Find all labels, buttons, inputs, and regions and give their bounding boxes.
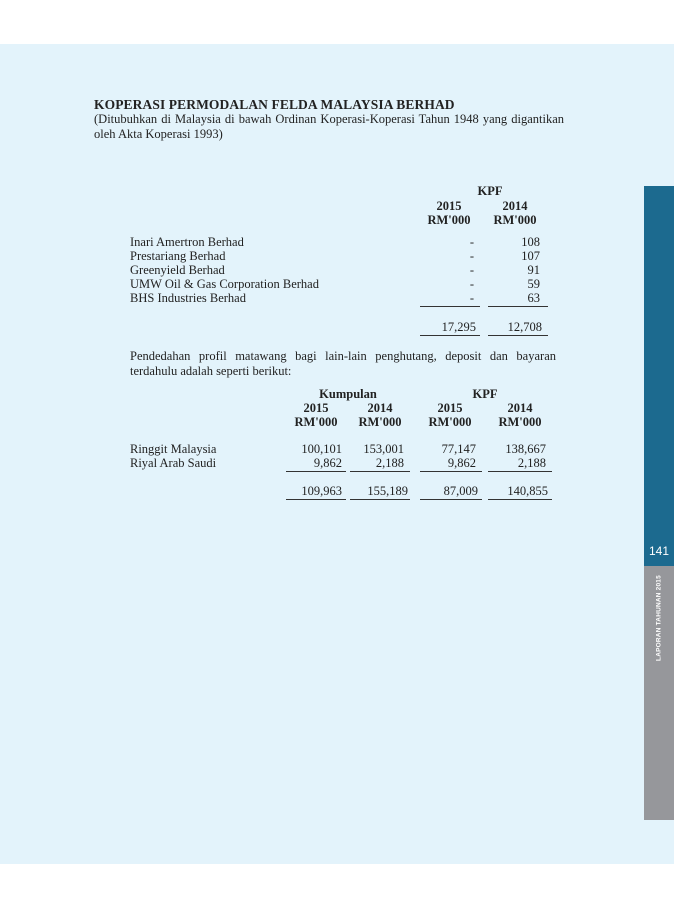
table2-total-rule xyxy=(350,499,410,500)
table2-total-rule xyxy=(286,499,346,500)
sidebar-tab-blue xyxy=(644,186,674,566)
table2-row-label: Ringgit Malaysia xyxy=(130,442,217,456)
table1-total-rule xyxy=(420,335,480,336)
table2-row-label: Riyal Arab Saudi xyxy=(130,456,217,470)
table1-row-2014: 63 xyxy=(527,291,540,305)
table1-row-2015: - xyxy=(469,235,474,249)
table2-subtotal-rule xyxy=(488,471,552,472)
table1-year-2014: 2014 xyxy=(502,199,528,213)
table1-year-2015: 2015 xyxy=(436,199,462,213)
table2-cell: 9,862 xyxy=(313,456,342,470)
table2-total: 140,855 xyxy=(507,484,548,498)
table1-row-2015: - xyxy=(469,263,474,277)
table1-total-rule xyxy=(488,335,548,336)
table2-cell: 2,188 xyxy=(517,456,546,470)
table2-currency: RM'000 xyxy=(294,415,338,429)
table1-currency-2015: RM'000 xyxy=(427,213,471,227)
table2-group-header-kumpulan: Kumpulan xyxy=(319,387,377,401)
annual-report-label: LAPORAN TAHUNAN 2015 xyxy=(655,575,663,661)
table1-row-2014: 91 xyxy=(527,263,540,277)
table2-year: 2015 xyxy=(303,401,329,415)
table1-row-label: Inari Amertron Berhad xyxy=(130,235,244,249)
table2-total-rule xyxy=(420,499,482,500)
table2-year: 2015 xyxy=(437,401,463,415)
page-subtitle: (Ditubuhkan di Malaysia di bawah Ordinan Koperasi-Koperasi Tahun 1948 yang digantikan oleh Akta Koperasi 1993) xyxy=(94,112,564,141)
table1-row-2014: 59 xyxy=(527,277,540,291)
table2-cell: 138,667 xyxy=(505,442,546,456)
table2-cell: 100,101 xyxy=(301,442,342,456)
table2-year: 2014 xyxy=(507,401,533,415)
table2-group-header-kpf: KPF xyxy=(472,387,498,401)
table2-currency: RM'000 xyxy=(428,415,472,429)
table2-currency: RM'000 xyxy=(498,415,542,429)
table1-group-header: KPF xyxy=(477,184,503,198)
table1-currency-2014: RM'000 xyxy=(493,213,537,227)
table2-total: 87,009 xyxy=(443,484,478,498)
table1-row-label: Prestariang Berhad xyxy=(130,249,226,263)
table2-cell: 153,001 xyxy=(363,442,404,456)
table1-row-label: BHS Industries Berhad xyxy=(130,291,246,305)
table1-subtotal-rule xyxy=(420,306,480,307)
table1-row-2015: - xyxy=(469,277,474,291)
table1-row-2014: 107 xyxy=(521,249,540,263)
table1-total-2014: 12,708 xyxy=(507,320,542,334)
table1-row-2015: - xyxy=(469,291,474,305)
table2-subtotal-rule xyxy=(286,471,346,472)
page-number: 141 xyxy=(648,544,670,558)
currency-profile-paragraph: Pendedahan profil matawang bagi lain-lain penghutang, deposit dan bayaran terdahulu adalah seperti berikut: xyxy=(130,349,556,378)
table2-total: 109,963 xyxy=(301,484,342,498)
table1-subtotal-rule xyxy=(488,306,548,307)
table2-cell: 2,188 xyxy=(375,456,404,470)
table1-row-label: UMW Oil & Gas Corporation Berhad xyxy=(130,277,319,291)
table2-subtotal-rule xyxy=(350,471,410,472)
page-title: KOPERASI PERMODALAN FELDA MALAYSIA BERHAD xyxy=(94,97,455,112)
table1-row-2014: 108 xyxy=(521,235,540,249)
table2-cell: 77,147 xyxy=(441,442,476,456)
table1-row-2015: - xyxy=(469,249,474,263)
table2-total: 155,189 xyxy=(367,484,408,498)
table2-subtotal-rule xyxy=(420,471,482,472)
table2-year: 2014 xyxy=(367,401,393,415)
table2-total-rule xyxy=(488,499,552,500)
table1-total-2015: 17,295 xyxy=(441,320,476,334)
table1-row-label: Greenyield Berhad xyxy=(130,263,225,277)
table2-cell: 9,862 xyxy=(447,456,476,470)
table2-currency: RM'000 xyxy=(358,415,402,429)
